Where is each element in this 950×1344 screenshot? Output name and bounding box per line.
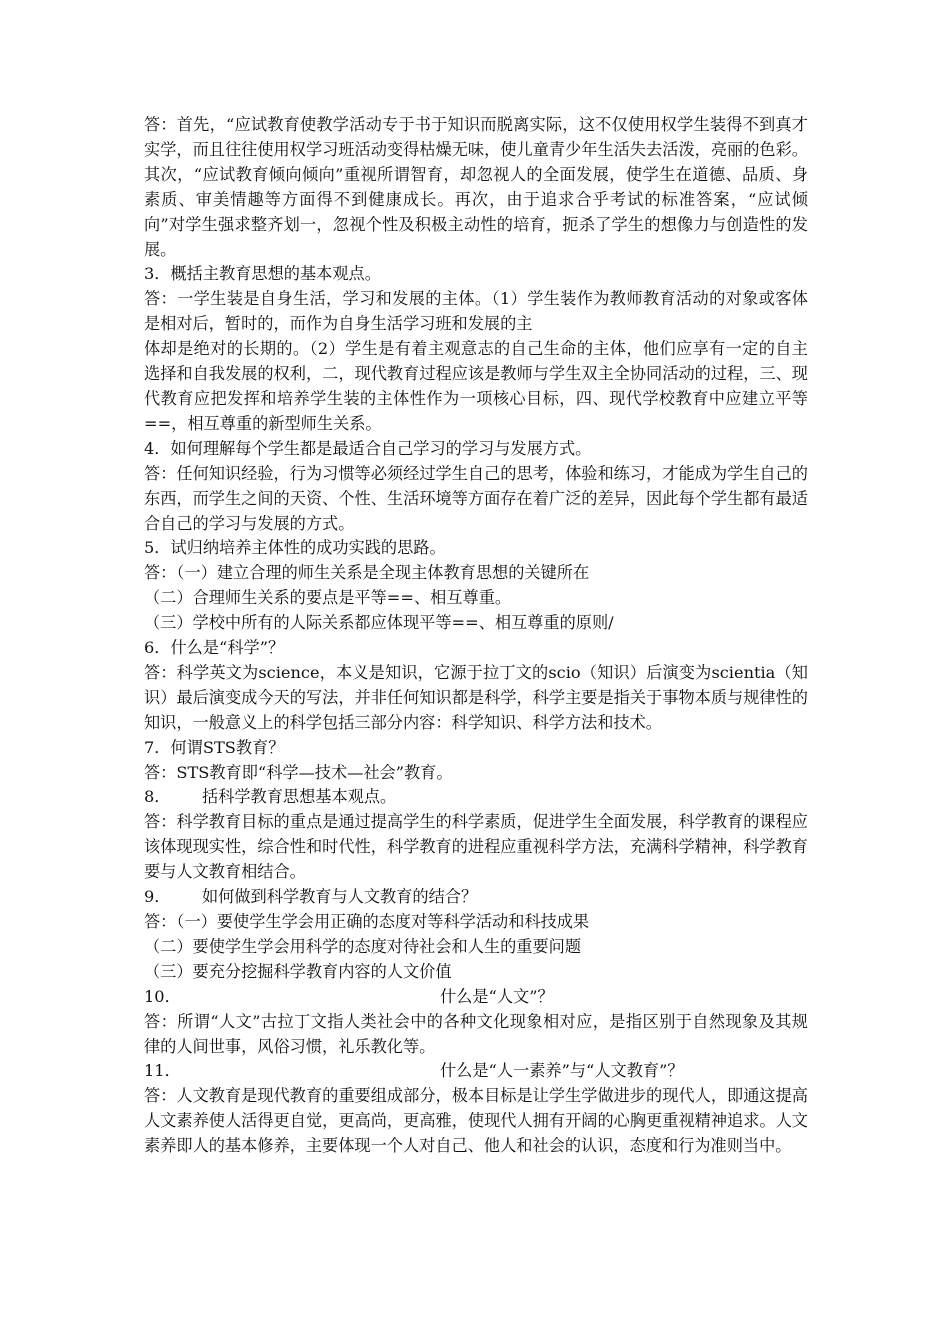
- question-number: 8．: [144, 787, 171, 807]
- question-number: 9．: [144, 887, 171, 907]
- answer-paragraph: 答：（一）要使学生学会用正确的态度对等科学活动和科技成果: [144, 912, 590, 931]
- answer-paragraph: 答：科学英文为science，本义是知识，它源于拉丁文的scio（知识）后演变为scientia（知识）最后演变成今天的写法，并非任何知识都是科学，科学主要是指关于事物本质与规律性的知识，一般意义上的科学包括三部分内容：科学知识、科学方法和技术。: [144, 662, 808, 732]
- answer-paragraph: 答：科学教育目标的重点是通过提高学生的科学素质，促进学生全面发展，科学教育的课程应该体现现实性，综合性和时代性，科学教育的进程应重视科学方法，充满科学精神，科学教育要与人文教育相结合。: [144, 812, 808, 882]
- question-10: [144, 985, 808, 1010]
- question-5: [144, 536, 808, 561]
- question-text: 试归纳培养主体性的成功实践的思路。: [170, 538, 446, 558]
- document-page: [144, 113, 808, 1159]
- answer-paragraph: 答：首先，“应试教育使教学活动专于书于知识而脱离实际，这不仅使用权学生装得不到真才实学，而且往往使用权学习班活动变得枯燥无味，使儿童青少年生活失去活泼，亮丽的色彩。其次，“应试教育倾向倾向”重视所谓智育，却忽视人的全面发展，使学生在道德、品质、身素质、审美情趣等方面得不到健康成长。再次，由于追求合乎考试的标准答案，“应试倾向”对学生强求整齐划一，忽视个性及积极主动性的培育，扼杀了学生的想像力与创造性的发展。: [144, 115, 808, 259]
- answer-paragraph: （二）要使学生学会用科学的态度对待社会和人生的重要问题: [144, 936, 582, 956]
- question-text: 概括主教育思想的基本观点。: [170, 264, 381, 284]
- question-6: [144, 636, 808, 661]
- answer-paragraph: 答：任何知识经验，行为习惯等必须经过学生自己的思考，体验和练习，才能成为学生自己的东西，而学生之间的天资、个性、生活环境等方面存在着广泛的差异，因此每个学生都有最适合自己的学习与发展的方式。: [144, 463, 808, 533]
- answer-paragraph: （三）学校中所有的人际关系都应体现平等==、相互尊重的原则/: [144, 613, 614, 633]
- question-number: 6．: [144, 638, 171, 658]
- question-number: 7．: [144, 737, 171, 757]
- question-text: 什么是“人文”？: [440, 986, 554, 1006]
- question-text: 如何做到科学教育与人文教育的结合？: [202, 887, 478, 907]
- answer-paragraph: 体却是绝对的长期的。（2）学生是有着主观意志的自己生命的主体，他们应享有一定的自主选择和自我发展的权利，二，现代教育过程应该是教师与学生双主全协同活动的过程，三、现代教育应把发挥和培养学生装的主体性作为一项核心目标，四、现代学校教育中应建立平等==，相互尊重的新型师生关系。: [144, 339, 808, 433]
- question-number: 10．: [144, 986, 181, 1006]
- question-number: 11．: [144, 1061, 181, 1081]
- question-text: 括科学教育思想基本观点。: [202, 787, 397, 807]
- answer-paragraph: （三）要充分挖掘科学教育内容的人文价值: [144, 961, 452, 981]
- question-text: 什么是“人一素养”与“人文教育”？: [440, 1061, 684, 1081]
- question-number: 3．: [144, 264, 171, 284]
- answer-paragraph: 答：一学生装是自身生活，学习和发展的主体。（1）学生装作为教师教育活动的对象或客体是相对后，暂时的，而作为自身生活学习班和发展的主: [144, 289, 808, 334]
- question-text: 何谓STS教育？: [170, 737, 285, 757]
- answer-paragraph: 答：STS教育即“科学—技术—社会”教育。: [144, 762, 453, 782]
- question-text: 如何理解每个学生都是最适合自己学习的学习与发展方式。: [170, 438, 592, 458]
- question-9: [144, 885, 808, 910]
- question-number: 4．: [144, 438, 171, 458]
- answer-paragraph: 答：（一）建立合理的师生关系是全现主体教育思想的关键所在: [144, 563, 590, 583]
- answer-paragraph: 答：所谓“人文”古拉丁文指人类社会中的各种文化现象相对应，是指区别于自然现象及其规律的人间世事，风俗习惯，礼乐教化等。: [144, 1011, 808, 1056]
- question-11: [144, 1059, 808, 1084]
- answer-paragraph: （二）合理师生关系的要点是平等==、相互尊重。: [144, 588, 512, 608]
- question-number: 5．: [144, 538, 171, 558]
- question-3: [144, 262, 808, 287]
- question-8: [144, 785, 808, 810]
- question-4: [144, 437, 808, 462]
- question-text: 什么是“科学”？: [170, 638, 285, 658]
- answer-paragraph: 答：人文教育是现代教育的重要组成部分，极本目标是让学生学做进步的现代人，即通这提高人文素养使人活得更自觉，更高尚，更高雅，使现代人拥有开阔的心胸更重视精神追求。人文素养即人的基本修养，主要体现一个人对自己、他人和社会的认识，态度和行为准则当中。: [144, 1086, 808, 1156]
- question-7: [144, 736, 808, 761]
